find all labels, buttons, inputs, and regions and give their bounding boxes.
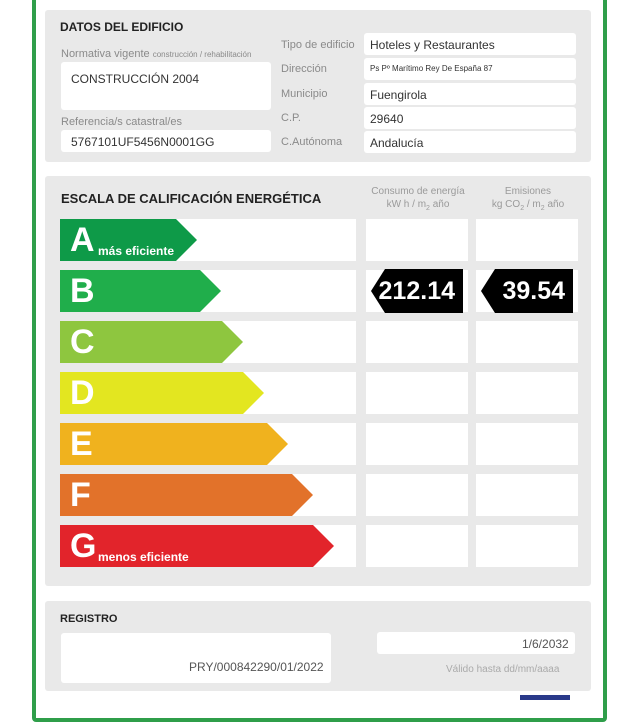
consumo-cell xyxy=(366,474,468,516)
direccion-value: Ps Pº Marítimo Rey De España 87 xyxy=(370,64,493,73)
registro-number: PRY/000842290/01/2022 xyxy=(189,660,324,674)
emisiones-cell xyxy=(476,321,578,363)
normativa-value: CONSTRUCCIÓN 2004 xyxy=(71,72,200,86)
emisiones-column-header xyxy=(472,185,584,215)
normativa-label-text: Normativa vigente xyxy=(61,48,150,60)
emisiones-cell xyxy=(476,525,578,567)
rating-arrow-e xyxy=(60,423,288,465)
tipo-edificio-label: Tipo de edificio xyxy=(281,39,355,51)
tipo-edificio-value: Hoteles y Restaurantes xyxy=(370,38,495,52)
emisiones-unit-mid: / m xyxy=(524,199,541,210)
emisiones-unit-text: kg CO xyxy=(491,199,521,210)
emisiones-unit-sub: 2 xyxy=(520,205,525,212)
consumo-badge-value: 212.14 xyxy=(378,277,455,305)
rating-arrow-b xyxy=(60,270,221,312)
rating-letter: A xyxy=(70,221,95,259)
registro-title: REGISTRO xyxy=(60,613,118,625)
cp-label: C.P. xyxy=(281,112,301,124)
arrow-shape xyxy=(60,423,288,465)
consumo-cell xyxy=(366,321,468,363)
rating-arrow-f xyxy=(60,474,313,516)
registro-number-box xyxy=(61,633,331,683)
normativa-value-box xyxy=(61,62,271,110)
rating-note: menos eficiente xyxy=(98,550,189,564)
emisiones-header-line1: Emisiones xyxy=(504,186,552,197)
rating-letter: C xyxy=(70,323,95,361)
emisiones-unit-sub2: 2 xyxy=(540,205,545,212)
municipio-value: Fuengirola xyxy=(370,88,427,102)
comunidad-autonoma-label: C.Autónoma xyxy=(281,136,343,148)
comunidad-autonoma-value: Andalucía xyxy=(370,136,424,150)
rating-letter: B xyxy=(70,272,95,310)
normativa-sublabel: construcción / rehabilitación xyxy=(152,50,252,59)
emisiones-header-unit xyxy=(472,198,584,215)
municipio-label: Municipio xyxy=(281,88,328,100)
emisiones-badge xyxy=(481,269,573,313)
blue-tab-decoration xyxy=(520,695,570,700)
rating-arrow-g xyxy=(60,525,334,567)
consumo-header-unit xyxy=(362,198,474,215)
referencia-value: 5767101UF5456N0001GG xyxy=(71,135,215,149)
consumo-cell xyxy=(366,372,468,414)
emisiones-cell xyxy=(476,474,578,516)
valid-date: 1/6/2032 xyxy=(522,637,569,651)
rating-arrow-c xyxy=(60,321,243,363)
emisiones-cell xyxy=(476,372,578,414)
arrow-shape xyxy=(60,474,313,516)
rating-letter: G xyxy=(70,527,97,565)
rating-arrow-a xyxy=(60,219,197,261)
consumo-cell xyxy=(366,423,468,465)
emisiones-cell xyxy=(476,219,578,261)
cp-value: 29640 xyxy=(370,112,404,126)
consumo-unit-tail: año xyxy=(429,199,450,210)
consumo-badge xyxy=(371,269,463,313)
referencia-label: Referencia/s catastral/es xyxy=(61,116,183,128)
emisiones-cell xyxy=(476,423,578,465)
consumo-cell xyxy=(366,219,468,261)
normativa-label xyxy=(61,48,251,60)
rating-note: más eficiente xyxy=(98,244,175,258)
energy-scale-title: ESCALA DE CALIFICACIÓN ENERGÉTICA xyxy=(61,191,322,206)
consumo-header-line1: Consumo de energía xyxy=(371,186,465,197)
emisiones-unit-tail: año xyxy=(544,199,565,210)
consumo-unit-text: kW h / m xyxy=(386,199,427,210)
rating-letter: D xyxy=(70,374,95,412)
consumo-column-header xyxy=(362,185,474,215)
rating-arrow-d xyxy=(60,372,264,414)
consumo-unit-sub: 2 xyxy=(426,205,430,212)
rating-letter: F xyxy=(70,476,91,514)
rating-letter: E xyxy=(70,425,93,463)
direccion-label: Dirección xyxy=(281,63,327,75)
consumo-cell xyxy=(366,525,468,567)
building-data-title: DATOS DEL EDIFICIO xyxy=(60,20,184,34)
emisiones-badge-value: 39.54 xyxy=(502,277,565,305)
valid-date-label: Válido hasta dd/mm/aaaa xyxy=(446,664,560,675)
